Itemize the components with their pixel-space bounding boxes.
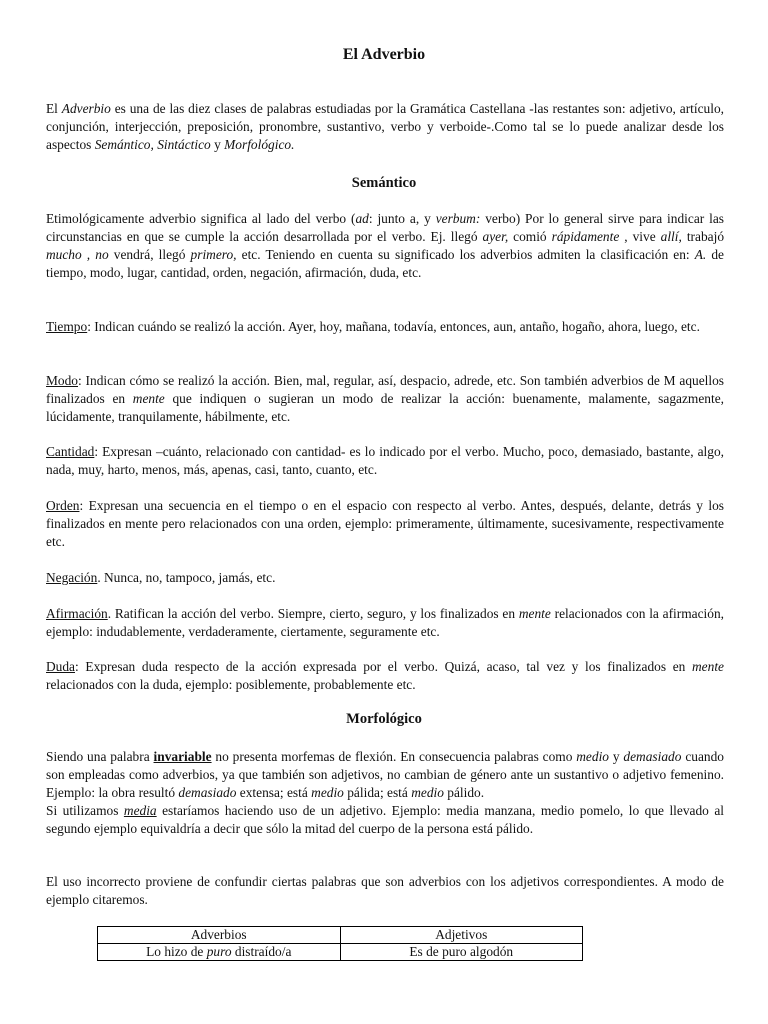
sem-text-2: : junto a, y bbox=[368, 211, 436, 226]
sem-text-3: verbo) Por lo general sirve para indicar las circunstancias en que se cumple la acción desarrollada por el verbo. Ej. llegó bbox=[46, 211, 724, 244]
intro-italic-morfologico: Morfológico. bbox=[224, 137, 295, 152]
text-duda-1: : Expresan duda respecto de la acción expresada por el verbo. Quizá, acaso, tal vez y los finalizados en bbox=[75, 659, 693, 674]
heading-semantico: Semántico bbox=[351, 175, 417, 191]
sem-text-8: etc. Teniendo en cuenta su significado los adverbios admiten la clasificación en: bbox=[236, 247, 695, 262]
intro-text-2: es una de las diez clases de palabras estudiadas por la Gramática Castellana -las restantes son: adjetivo, artículo, conjunción, interjección, preposición, pronombre, sustantivo, verbo y verboide-.Como tal se lo puede analizar desde los aspectos bbox=[46, 101, 724, 152]
sem-text-7: vendrá, llegó bbox=[108, 247, 191, 262]
morf-bold-invariable: invariable bbox=[153, 749, 212, 764]
negacion-paragraph bbox=[46, 569, 724, 587]
intro-text-1: El bbox=[46, 101, 62, 116]
table-header-adverbios: Adverbios bbox=[98, 927, 341, 944]
afirmacion-paragraph bbox=[46, 605, 724, 641]
morf2-text-1: Si utilizamos bbox=[46, 803, 124, 818]
cantidad-paragraph bbox=[46, 443, 724, 479]
intro-italic-aspects: Semántico, Sintáctico bbox=[94, 137, 211, 152]
uso-incorrecto-paragraph: El uso incorrecto proviene de confundir ciertas palabras que son adverbios con los adjetivos correspondientes. A modo de ejemplo citaremos. bbox=[46, 874, 724, 907]
morf-text-6: pálida; está bbox=[343, 785, 412, 800]
orden-paragraph bbox=[46, 497, 724, 551]
text-modo-1: : Indican cómo se realizó la acción. Bien, mal, regular, así, despacio, adrede, etc. Son también adverbios de M aquellos finalizados en bbox=[46, 373, 724, 406]
semantico-paragraph bbox=[46, 210, 724, 282]
label-afirmacion: Afirmación bbox=[46, 606, 108, 621]
morf2-text-2: estaríamos haciendo uso de un adjetivo. Ejemplo: media manzana, medio pomelo, lo que llevado al segundo ejemplo equivaldría a decir que sólo la mitad del cuerpo de la persona está pálido. bbox=[46, 803, 724, 836]
morf-italic-demasiado-1: demasiado bbox=[623, 749, 682, 764]
sem-text-5: , vive bbox=[619, 229, 661, 244]
intro-italic-adverbio: Adverbio bbox=[61, 101, 111, 116]
text-negacion: . Nunca, no, tampoco, jamás, etc. bbox=[97, 570, 276, 585]
cell-italic-puro: puro bbox=[206, 944, 232, 959]
table-row bbox=[98, 944, 583, 961]
table-cell-adjetivo: Es de puro algodón bbox=[340, 944, 583, 961]
duda-italic-mente: mente bbox=[692, 659, 724, 674]
morf-text-3: y bbox=[609, 749, 624, 764]
morfologico-paragraph bbox=[46, 748, 724, 838]
sem-italic-ad: ad bbox=[355, 211, 369, 226]
tiempo-paragraph bbox=[46, 318, 724, 336]
morf2-underline-media: media bbox=[123, 803, 157, 818]
adverbios-adjetivos-table bbox=[97, 926, 583, 961]
intro-text-3: y bbox=[210, 137, 225, 152]
sem-text-9: de tiempo, modo, lugar, cantidad, orden, negación, afirmación, duda, etc. bbox=[46, 247, 724, 280]
text-cantidad: : Expresan –cuánto, relacionado con cantidad- es lo indicado por el verbo. Mucho, poco, demasiado, bastante, algo, nada, muy, harto, menos, más, apenas, casi, tanto, cuanto, etc. bbox=[46, 444, 724, 477]
sem-italic-alli: allí, bbox=[660, 229, 682, 244]
sem-italic-mucho: mucho , no bbox=[46, 247, 109, 262]
duda-paragraph bbox=[46, 658, 724, 694]
sem-text-1: Etimológicamente adverbio significa al lado del verbo ( bbox=[46, 211, 356, 226]
label-tiempo: Tiempo bbox=[46, 319, 88, 334]
morf-italic-medio-3: medio bbox=[411, 785, 444, 800]
morf-text-1: Siendo una palabra bbox=[46, 749, 154, 764]
morf-text-2: no presenta morfemas de flexión. En consecuencia palabras como bbox=[211, 749, 577, 764]
sem-italic-a: A. bbox=[694, 247, 707, 262]
heading-morfologico: Morfológico bbox=[346, 711, 422, 727]
sem-italic-verbum: verbum: bbox=[435, 211, 481, 226]
text-orden: : Expresan una secuencia en el tiempo o en el espacio con respecto al verbo. Antes, después, delante, detrás y los finalizados en mente pero relacionados con una orden, ejemplo: primeramente, últimamente, sucesivamente, respectivamente etc. bbox=[46, 498, 724, 549]
sem-italic-ayer: ayer, bbox=[482, 229, 509, 244]
modo-paragraph bbox=[46, 372, 724, 426]
label-modo: Modo bbox=[46, 373, 78, 388]
label-orden: Orden bbox=[46, 498, 80, 513]
morf-italic-demasiado-2: demasiado bbox=[178, 785, 237, 800]
page-title: El Adverbio bbox=[342, 46, 426, 63]
text-modo-2: que indiquen o sugieran un modo de realizar la acción: buenamente, malamente, sagazmente, lúcidamente, tranquilamente, hábilmente, etc. bbox=[46, 391, 724, 424]
text-afirmacion-1: . Ratifican la acción del verbo. Siempre, cierto, seguro, y los finalizados en bbox=[107, 606, 519, 621]
modo-italic-mente: mente bbox=[132, 391, 165, 406]
label-negacion: Negación bbox=[46, 570, 98, 585]
text-duda-2: relacionados con la duda, ejemplo: posiblemente, probablemente etc. bbox=[46, 677, 416, 692]
morf-text-7: pálido. bbox=[443, 785, 485, 800]
label-duda: Duda bbox=[46, 659, 76, 674]
morf-text-5: extensa; está bbox=[236, 785, 312, 800]
label-cantidad: Cantidad bbox=[46, 444, 95, 459]
cell-text-1: Lo hizo de bbox=[146, 944, 207, 959]
table-header-row bbox=[98, 927, 583, 944]
sem-italic-rapidamente: rápidamente bbox=[551, 229, 620, 244]
sem-text-4: comió bbox=[508, 229, 552, 244]
text-afirmacion-2: relacionados con la afirmación, ejemplo: indudablemente, verdaderamente, ciertamente, seguramente etc. bbox=[46, 606, 724, 639]
afirmacion-italic-mente: mente bbox=[518, 606, 551, 621]
morf-italic-medio-2: medio bbox=[311, 785, 344, 800]
morf-italic-medio-1: medio bbox=[576, 749, 609, 764]
morf-text-4: cuando son empleadas como adverbios, ya que también son adjetivos, no cambian de género ante un sustantivo o adjetivo femenino. Ejemplo: la obra resultó bbox=[46, 749, 724, 800]
text-tiempo: : Indican cuándo se realizó la acción. Ayer, hoy, mañana, todavía, entonces, aun, antaño, hogaño, ahora, luego, etc. bbox=[87, 319, 700, 334]
table-header-adjetivos: Adjetivos bbox=[340, 927, 583, 944]
intro-paragraph bbox=[46, 100, 724, 154]
sem-text-6: trabajó bbox=[681, 229, 725, 244]
sem-italic-primero: primero, bbox=[190, 247, 237, 262]
cell-text-2: distraído/a bbox=[231, 944, 292, 959]
table-cell-adverbio bbox=[98, 944, 341, 961]
